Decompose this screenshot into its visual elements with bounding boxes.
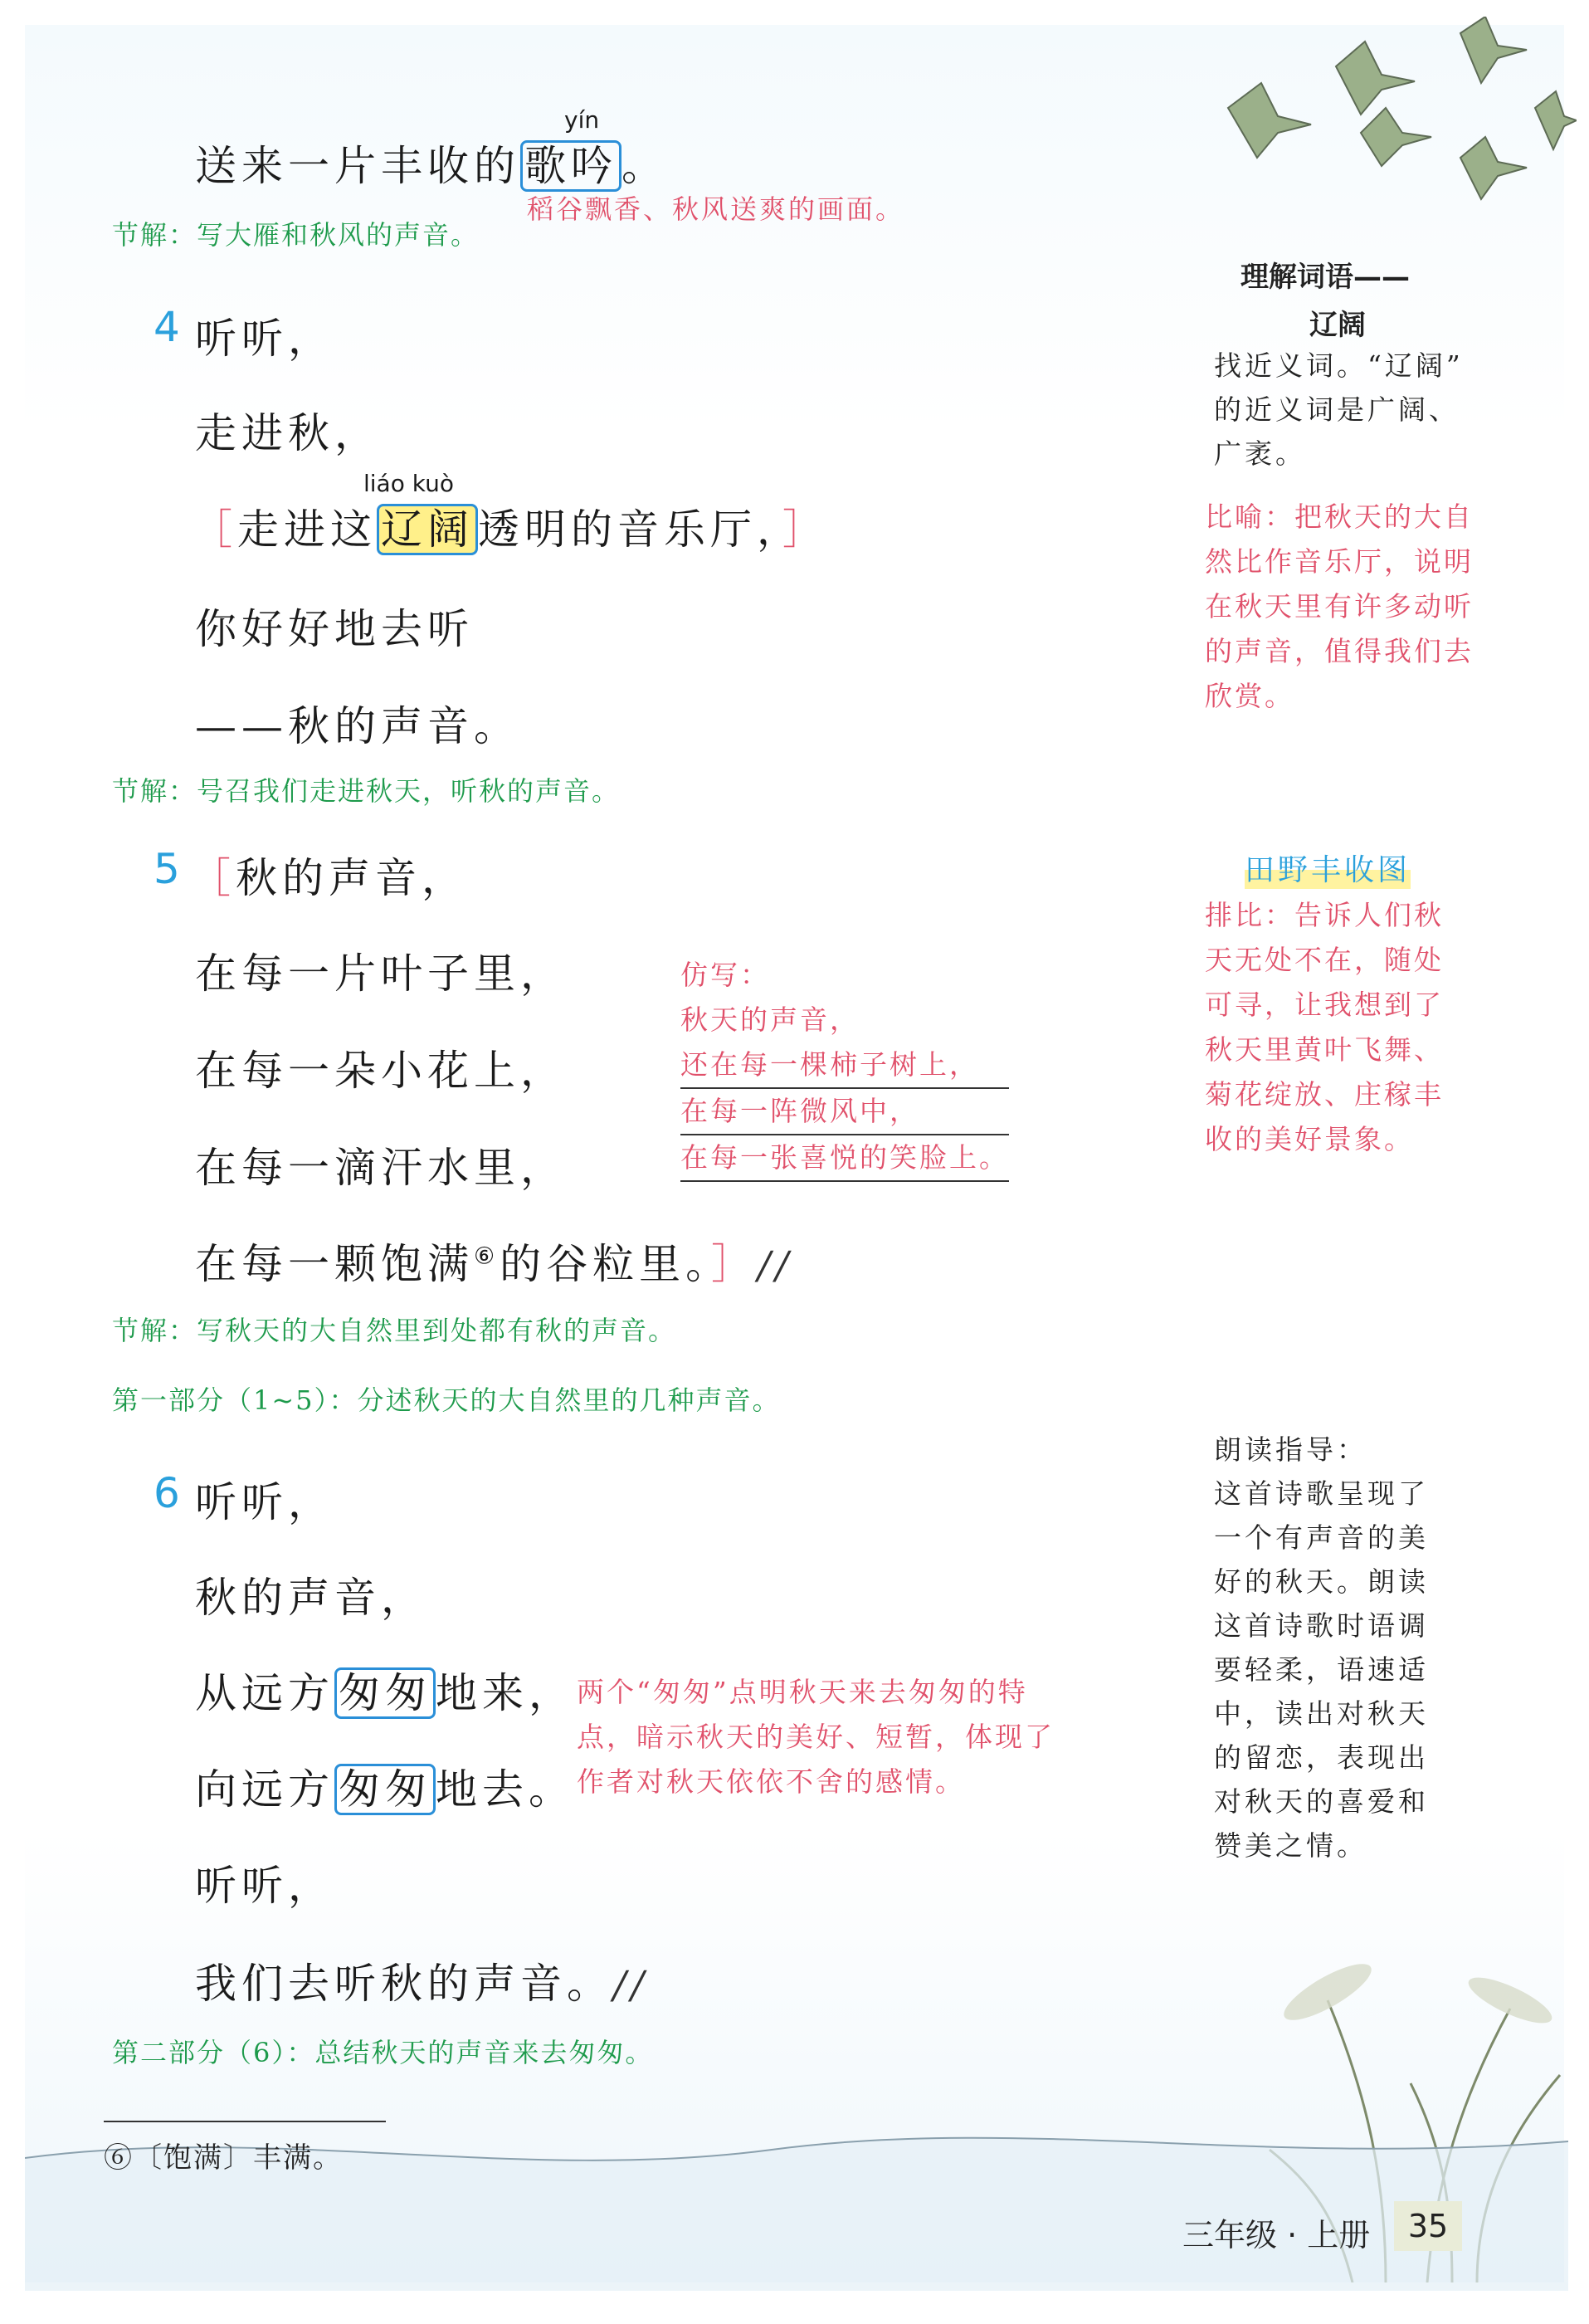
sidebar-line: 排比：告诉人们秋 bbox=[1205, 899, 1444, 931]
poem-text: 我们去听秋的声音。 bbox=[195, 1960, 613, 2008]
vocab-title: 理解词语—— bbox=[1240, 261, 1410, 294]
section-note-2: 节解：号召我们走进秋天，听秋的声音。 bbox=[112, 775, 621, 807]
sidebar-line: 菊花绽放、庄稼丰 bbox=[1205, 1078, 1444, 1111]
poem-line: 在每一滴汗水里， bbox=[195, 1144, 567, 1192]
sidebar-line: 天无处不在，随处 bbox=[1205, 944, 1444, 976]
section-note-1: 节解：写大雁和秋风的声音。 bbox=[112, 219, 480, 251]
stanza-number-5: 5 bbox=[154, 845, 180, 893]
bracket-close: ］ bbox=[782, 505, 829, 554]
sidebar-line: 中，读出对秋天 bbox=[1214, 1697, 1429, 1730]
imitation-writing bbox=[680, 953, 1009, 1182]
pinyin-liaokuo: liáo kuò bbox=[363, 470, 454, 497]
flying-geese-illustration bbox=[1211, 17, 1577, 216]
bracket-open: ［ bbox=[189, 854, 236, 902]
part-summary-1: 第一部分（1~5）：分述秋天的大自然里的几种声音。 bbox=[112, 1384, 781, 1416]
imitation-line: 在每一阵微风中， bbox=[680, 1089, 1009, 1135]
poem-line-come bbox=[195, 1660, 575, 1720]
poem-line-concert-hall bbox=[191, 496, 829, 556]
poem-line: 走进秋， bbox=[195, 409, 381, 457]
sidebar-line: 找近义词。“辽阔” bbox=[1214, 349, 1464, 382]
reading-guide bbox=[1214, 1428, 1429, 1868]
harvest-title: 田野丰收图 bbox=[1245, 847, 1411, 889]
poem-text: 送来一片丰收的 bbox=[195, 142, 520, 190]
vocab-word: 辽阔 bbox=[1309, 309, 1366, 342]
sidebar-line: 秋天里黄叶飞舞、 bbox=[1205, 1033, 1444, 1066]
sidebar-line: 收的美好景象。 bbox=[1205, 1123, 1414, 1155]
parallel-note bbox=[1205, 893, 1444, 1162]
sidebar-line: 的近义词是广阔、 bbox=[1214, 393, 1460, 426]
annotation-rice-autumn: 稻谷飘香、秋风送爽的画面。 bbox=[527, 193, 905, 225]
vocab-box-congcong: 匆匆 bbox=[334, 1667, 436, 1719]
sidebar-line: 这首诗歌呈现了 bbox=[1214, 1477, 1429, 1510]
grade-label: 三年级 · 上册 bbox=[1182, 2217, 1371, 2253]
pinyin-yin: yín bbox=[564, 106, 600, 134]
sidebar-line: 这首诗歌时语调 bbox=[1214, 1609, 1429, 1642]
imitation-title: 仿写： bbox=[680, 959, 770, 991]
sidebar-line: 欣赏。 bbox=[1205, 680, 1294, 712]
poem-text: 从远方 bbox=[195, 1669, 334, 1717]
section-divider-slash: // bbox=[758, 1243, 794, 1287]
poem-line-grain bbox=[195, 1231, 793, 1291]
imitation-line: 秋天的声音， bbox=[680, 1003, 860, 1036]
imitation-line: 还在每一棵柿子树上， bbox=[680, 1042, 1009, 1089]
vocab-box-geyin: 歌吟 bbox=[520, 140, 621, 192]
section-divider-slash: // bbox=[613, 1962, 649, 2007]
congcong-annotation bbox=[577, 1670, 1055, 1804]
poem-line: ——秋的声音。 bbox=[195, 702, 520, 750]
sidebar-line: 一个有声音的美 bbox=[1214, 1521, 1429, 1554]
sidebar-line: 对秋天的喜爱和 bbox=[1214, 1785, 1429, 1818]
sidebar-line: 要轻柔，语速适 bbox=[1214, 1653, 1429, 1686]
poem-text: 地来， bbox=[436, 1669, 575, 1717]
annotation-line: 作者对秋天依依不舍的感情。 bbox=[577, 1765, 965, 1798]
bracket-close: ］ bbox=[711, 1240, 758, 1288]
bracket-open: ［ bbox=[191, 505, 237, 554]
imitation-line: 在每一张喜悦的笑脸上。 bbox=[680, 1135, 1009, 1182]
footnote-divider bbox=[104, 2121, 386, 2122]
annotation-line: 点，暗示秋天的美好、短暂，体现了 bbox=[577, 1721, 1055, 1753]
reading-guide-title: 朗读指导： bbox=[1214, 1433, 1367, 1466]
section-note-3: 节解：写秋天的大自然里到处都有秋的声音。 bbox=[112, 1315, 677, 1346]
poem-text: 向远方 bbox=[195, 1765, 334, 1814]
stanza-number-6: 6 bbox=[154, 1469, 180, 1517]
vocab-box-congcong: 匆匆 bbox=[334, 1764, 436, 1815]
part-summary-2: 第二部分（6）：总结秋天的声音来去匆匆。 bbox=[112, 2037, 654, 2068]
poem-line: 你好好地去听 bbox=[195, 605, 474, 653]
poem-text: 走进这 bbox=[237, 505, 377, 554]
sidebar-line: 比喻：把秋天的大自 bbox=[1205, 500, 1474, 533]
sidebar-line: 好的秋天。朗读 bbox=[1214, 1565, 1429, 1598]
sidebar-line: 的留恋，表现出 bbox=[1214, 1741, 1429, 1774]
poem-line-final bbox=[195, 1950, 649, 2010]
poem-line-go bbox=[195, 1756, 575, 1816]
metaphor-note bbox=[1205, 495, 1474, 719]
poem-line: 在每一朵小花上， bbox=[195, 1047, 567, 1095]
stanza-number-4: 4 bbox=[154, 303, 180, 351]
vocab-explanation bbox=[1214, 344, 1464, 476]
sidebar-line: 赞美之情。 bbox=[1214, 1829, 1367, 1862]
footnote-marker: ⑥ bbox=[474, 1242, 500, 1270]
sidebar-line: 可寻，让我想到了 bbox=[1205, 989, 1444, 1021]
poem-line: 在每一片叶子里， bbox=[195, 950, 567, 998]
poem-text: 透明的音乐厅， bbox=[478, 505, 782, 554]
poem-line bbox=[189, 845, 468, 905]
sidebar-line: 在秋天里有许多动听 bbox=[1205, 590, 1474, 622]
poem-line: 秋的声音， bbox=[195, 1574, 427, 1622]
poem-text: 的谷粒里。 bbox=[500, 1240, 712, 1288]
poem-line: 听听， bbox=[195, 1478, 334, 1526]
poem-text: 。 bbox=[621, 142, 668, 190]
sidebar-line: 的声音，值得我们去 bbox=[1205, 635, 1474, 667]
poem-line-harvest-song bbox=[195, 133, 668, 193]
annotation-line: 两个“匆匆”点明秋天来去匆匆的特 bbox=[577, 1676, 1028, 1708]
vocab-box-liaokuo: 辽阔 bbox=[377, 504, 478, 555]
sidebar-line: 广袤。 bbox=[1214, 437, 1306, 470]
footnote: ⑥〔饱满〕丰满。 bbox=[104, 2141, 343, 2175]
poem-text: 秋的声音， bbox=[236, 854, 468, 902]
poem-line: 听听， bbox=[195, 315, 334, 363]
poem-line: 听听， bbox=[195, 1862, 334, 1910]
page-number: 35 bbox=[1394, 2201, 1462, 2251]
poem-text: 在每一颗饱满 bbox=[195, 1240, 474, 1288]
poem-text: 地去。 bbox=[436, 1765, 575, 1814]
sidebar-line: 然比作音乐厅，说明 bbox=[1205, 545, 1474, 578]
